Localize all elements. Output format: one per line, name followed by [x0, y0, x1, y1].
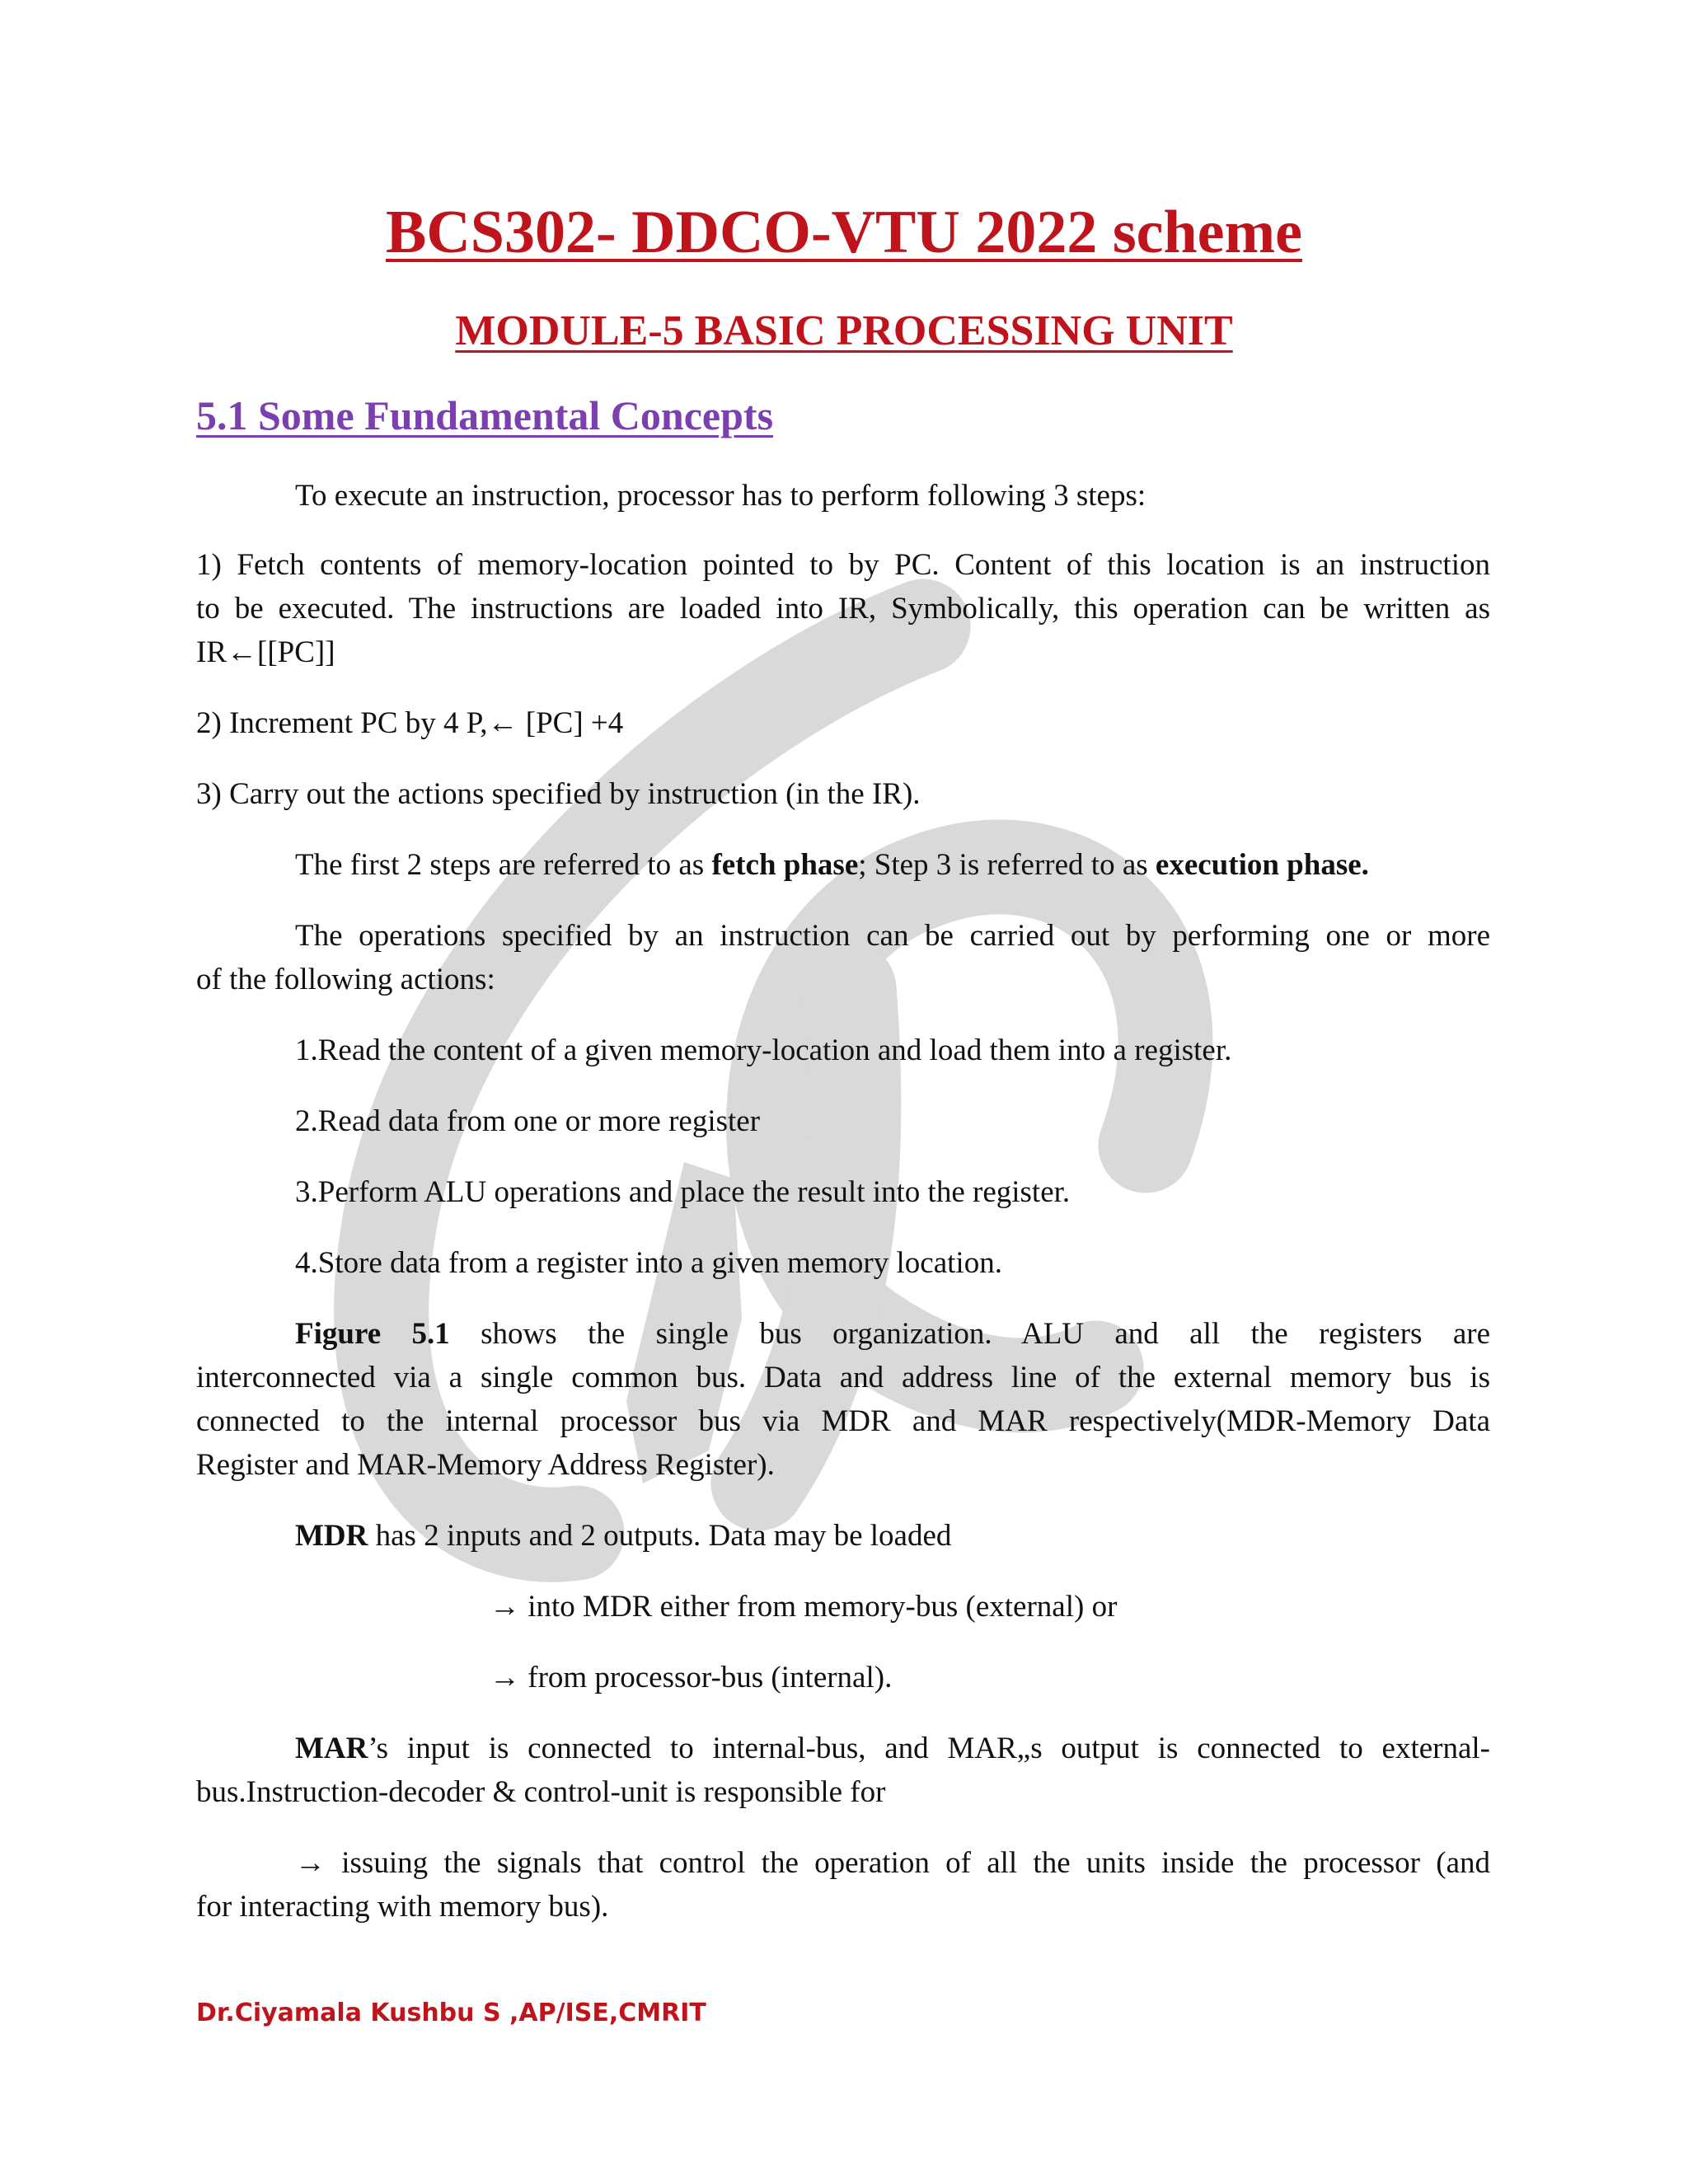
action-item-3: 3.Perform ALU operations and place the result into the register.	[295, 1175, 1071, 1209]
mdr-term: MDR	[295, 1519, 368, 1553]
operations-line2: of the following actions:	[196, 963, 495, 996]
figure-reference: Figure 5.1	[295, 1317, 450, 1351]
figure-line2: interconnected via a single common bus. Data and address line of the external memory bus is	[196, 1361, 1490, 1394]
mar-line1-rest: ’s input is connected to internal-bus, and MAR„s output is connected to external-	[368, 1732, 1490, 1765]
issue-line2: for interacting with memory bus).	[196, 1890, 609, 1924]
step3-text: 3) Carry out the actions specified by instruction (in the IR).	[196, 777, 921, 811]
mdr-paragraph	[295, 1514, 951, 1558]
step1-line3: IR←[[PC]]	[196, 635, 335, 669]
mdr-text: has 2 inputs and 2 outputs. Data may be loaded	[368, 1519, 952, 1553]
section-heading: 5.1 Some Fundamental Concepts	[196, 392, 774, 438]
figure-line1-rest: shows the single bus organization. ALU and all the registers are	[449, 1317, 1490, 1351]
mar-line2: bus.Instruction-decoder & control-unit is responsible for	[196, 1775, 886, 1809]
issue-line1: → issuing the signals that control the operation of all the units inside the processor (and	[295, 1846, 1490, 1880]
step2-text: 2) Increment PC by 4 P,← [PC] +4	[196, 706, 624, 740]
phase-paragraph	[295, 843, 1369, 887]
operations-line1: The operations specified by an instruction can be carried out by performing one or more	[295, 919, 1490, 953]
action-item-2: 2.Read data from one or more register	[295, 1104, 761, 1138]
phase-text-mid: ; Step 3 is referred to as	[858, 848, 1156, 882]
phase-text-pre: The first 2 steps are referred to as	[295, 848, 712, 882]
document-title: BCS302- DDCO-VTU 2022 scheme	[386, 199, 1302, 266]
fetch-phase-term: fetch phase	[711, 848, 859, 882]
figure-line4: Register and MAR-Memory Address Register).	[196, 1448, 775, 1482]
action-item-1: 1.Read the content of a given memory-location and load them into a register.	[295, 1033, 1232, 1067]
action-item-4: 4.Store data from a register into a given memory location.	[295, 1246, 1002, 1280]
mdr-option-b: → from processor-bus (internal).	[490, 1661, 893, 1694]
mar-term: MAR	[295, 1732, 368, 1765]
intro-text: To execute an instruction, processor has to perform following 3 steps:	[295, 479, 1146, 513]
step1-line2: to be executed. The instructions are loaded into IR, Symbolically, this operation can be written as	[196, 592, 1490, 626]
footer-author: Dr.Ciyamala Kushbu S ,AP/ISE,CMRIT	[196, 1999, 706, 2027]
figure-line1	[295, 1312, 1490, 1356]
mar-line1	[295, 1727, 1490, 1770]
module-heading: MODULE-5 BASIC PROCESSING UNIT	[455, 307, 1233, 354]
figure-line3: connected to the internal processor bus via MDR and MAR respectively(MDR-Memory Data	[196, 1404, 1490, 1438]
execution-phase-term: execution phase.	[1155, 848, 1369, 882]
step1-line1: 1) Fetch contents of memory-location pointed to by PC. Content of this location is an instruction	[196, 548, 1490, 582]
mdr-option-a: → into MDR either from memory-bus (external) or	[490, 1590, 1118, 1624]
